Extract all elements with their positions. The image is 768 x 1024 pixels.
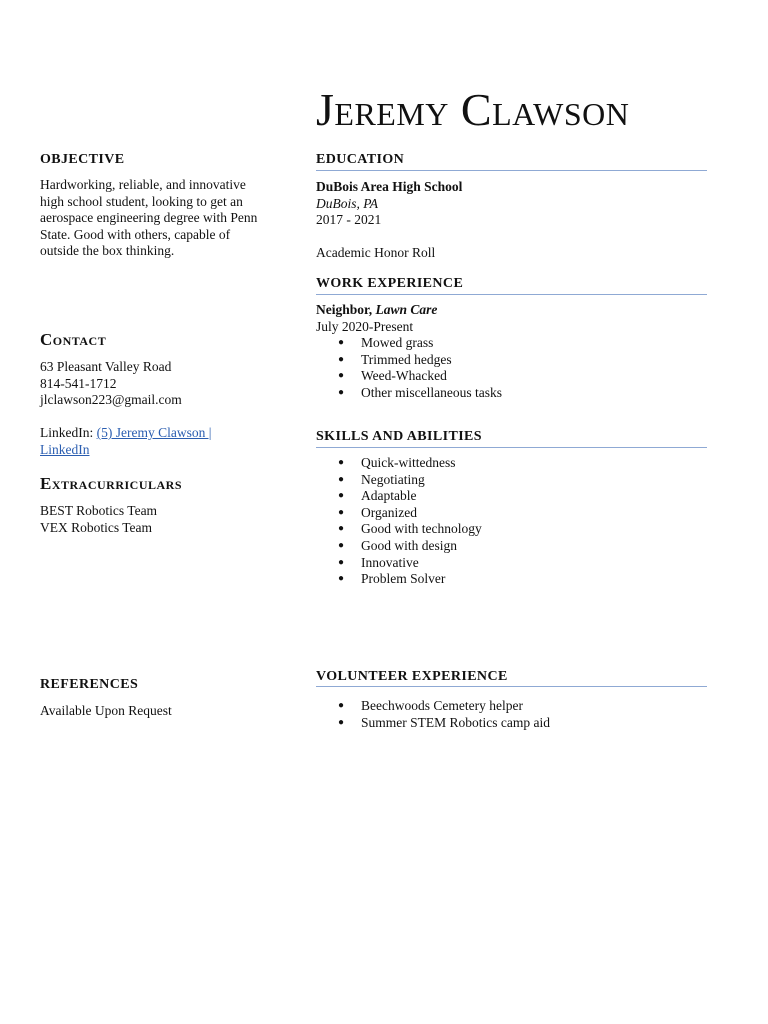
section-divider xyxy=(316,447,707,448)
objective-text xyxy=(40,177,257,260)
education-honor: Academic Honor Roll xyxy=(316,245,436,260)
volunteer-list xyxy=(316,698,550,731)
page-title: Jeremy Clawson xyxy=(316,84,630,135)
contact-phone: 814-541-1712 xyxy=(40,375,117,391)
education-block xyxy=(316,179,462,262)
education-heading: EDUCATION xyxy=(316,152,405,167)
extracurricular-item: BEST Robotics Team xyxy=(40,503,158,518)
list-item: ● Good with design xyxy=(316,538,482,555)
list-item: ● Organized xyxy=(316,505,482,522)
references-text: Available Upon Request xyxy=(40,703,172,718)
contact-heading: Contact xyxy=(40,330,107,349)
work-role: Lawn Care xyxy=(375,302,438,317)
extracurriculars-list xyxy=(40,503,157,536)
work-employer: Neighbor, xyxy=(316,302,373,317)
list-item: ● Good with technology xyxy=(316,521,482,538)
volunteer-heading: VOLUNTEER EXPERIENCE xyxy=(316,669,508,684)
objective-line: Hardworking, reliable, and innovative xyxy=(40,177,246,192)
contact-address: 63 Pleasant Valley Road xyxy=(40,359,172,374)
list-item: ● Quick-wittedness xyxy=(316,455,482,472)
section-divider xyxy=(316,294,707,295)
education-location: DuBois, PA xyxy=(316,195,379,211)
list-item: ● Summer STEM Robotics camp aid xyxy=(316,715,550,732)
linkedin-link[interactable]: (5) Jeremy Clawson | xyxy=(96,425,212,440)
work-block xyxy=(316,302,437,335)
list-item: ● Negotiating xyxy=(316,472,482,489)
skills-list xyxy=(316,455,482,588)
list-item: ● Weed-Whacked xyxy=(316,368,502,385)
list-item: ● Innovative xyxy=(316,555,482,572)
objective-line: aerospace engineering degree with Penn xyxy=(40,210,258,225)
objective-line: outside the box thinking. xyxy=(40,243,175,258)
objective-line: State. Good with others, capable of xyxy=(40,226,231,242)
contact-email: jlclawson223@gmail.com xyxy=(40,392,182,407)
linkedin-label: LinkedIn: xyxy=(40,425,94,440)
section-divider xyxy=(316,686,707,687)
list-item: ● Other miscellaneous tasks xyxy=(316,385,502,402)
objective-heading: OBJECTIVE xyxy=(40,152,125,167)
section-divider xyxy=(316,170,707,171)
work-heading: WORK EXPERIENCE xyxy=(316,276,464,291)
extracurricular-item: VEX Robotics Team xyxy=(40,519,153,535)
references-heading: REFERENCES xyxy=(40,677,139,692)
list-item: ● Mowed grass xyxy=(316,335,502,352)
skills-heading: SKILLS AND ABILITIES xyxy=(316,429,482,444)
list-item: ● Trimmed hedges xyxy=(316,352,502,369)
work-duties-list xyxy=(316,335,502,401)
education-school: DuBois Area High School xyxy=(316,179,463,194)
list-item: ● Problem Solver xyxy=(316,571,482,588)
objective-line: high school student, looking to get an xyxy=(40,193,243,209)
work-dates: July 2020-Present xyxy=(316,318,414,334)
list-item: ● Beechwoods Cemetery helper xyxy=(316,698,550,715)
extracurriculars-heading: Extracurriculars xyxy=(40,474,183,493)
contact-block xyxy=(40,359,211,458)
linkedin-link-continued[interactable]: LinkedIn xyxy=(40,441,90,457)
list-item: ● Adaptable xyxy=(316,488,482,505)
education-years: 2017 - 2021 xyxy=(316,212,382,227)
